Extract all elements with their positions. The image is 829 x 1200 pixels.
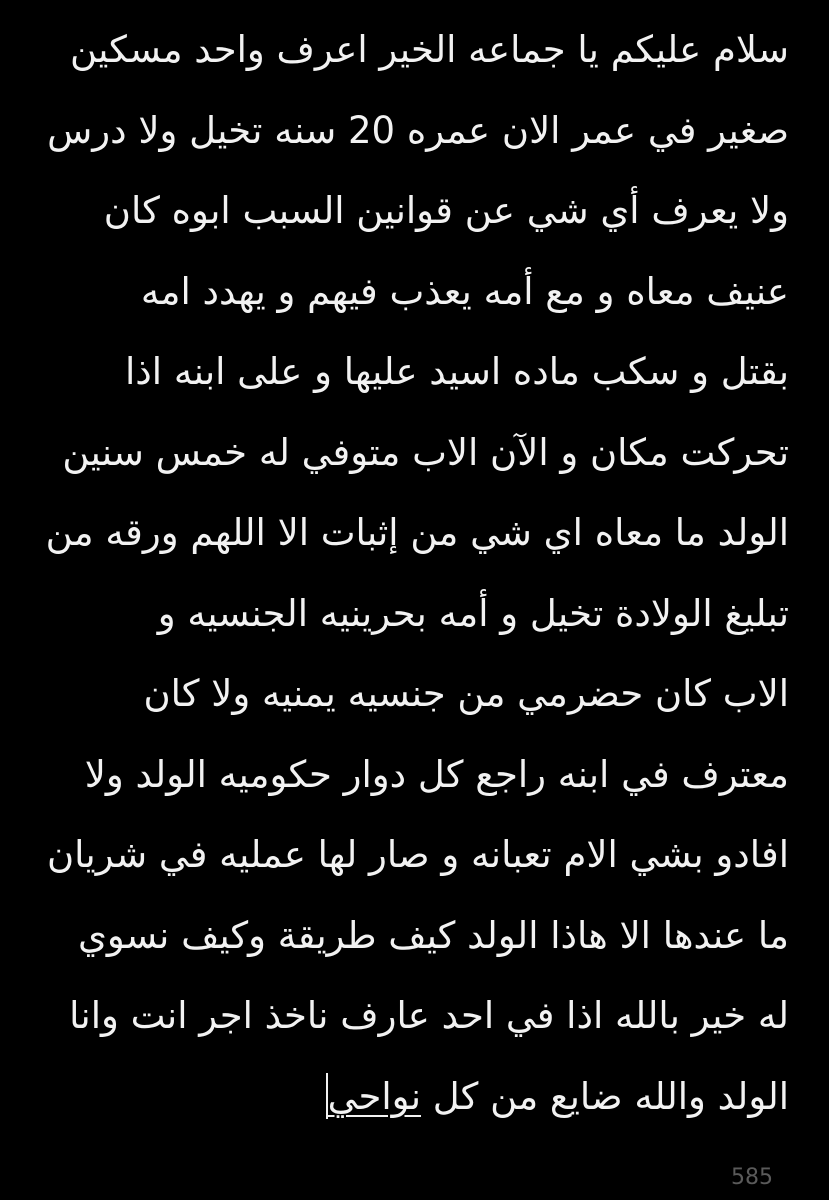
text-line: افادو بشي الام تعبانه و صار لها عمليه في شريان (46, 833, 789, 876)
text-line: صغير في عمر الان عمره 20 سنه تخيل ولا درس (47, 108, 789, 152)
text-line: بقتل و سكب ماده اسيد عليها و على ابنه اذا (125, 350, 789, 393)
text-line: تحركت مكان و الآن الاب متوفي له خمس سنين (62, 430, 789, 474)
text-line: معترف في ابنه راجع كل دوار حكوميه الولد ولا (84, 752, 789, 796)
text-line: له خير بالله اذا في احد عارف ناخذ اجر انت وانا (69, 994, 789, 1037)
text-line: الولد ما معاه اي شي من إثبات الا اللهم ورقه من (45, 511, 789, 554)
text-line: الاب كان حضرمي من جنسيه يمنيه ولا كان (143, 672, 789, 715)
text-line: ولا يعرف أي شي عن قوانين السبب ابوه كان (103, 189, 789, 232)
text-editor[interactable] (40, 10, 789, 1137)
character-counter: 585 (731, 1165, 773, 1190)
text-line: تبليغ الولادة تخيل و أمه بحرينيه الجنسيه و (157, 591, 789, 635)
last-line-text: الولد والله ضايع من كل (421, 1074, 789, 1118)
text-line-last (40, 1057, 789, 1138)
text-line: عنيف معاه و مع أمه يعذب فيهم و يهدد امه (140, 269, 789, 313)
text-line: ما عندها الا هاذا الولد كيف طريقة وكيف نسوي (77, 913, 789, 957)
text-line: سلام عليكم يا جماعه الخير اعرف واحد مسكين (69, 28, 789, 71)
underlined-word[interactable]: نواحي (327, 1074, 422, 1118)
